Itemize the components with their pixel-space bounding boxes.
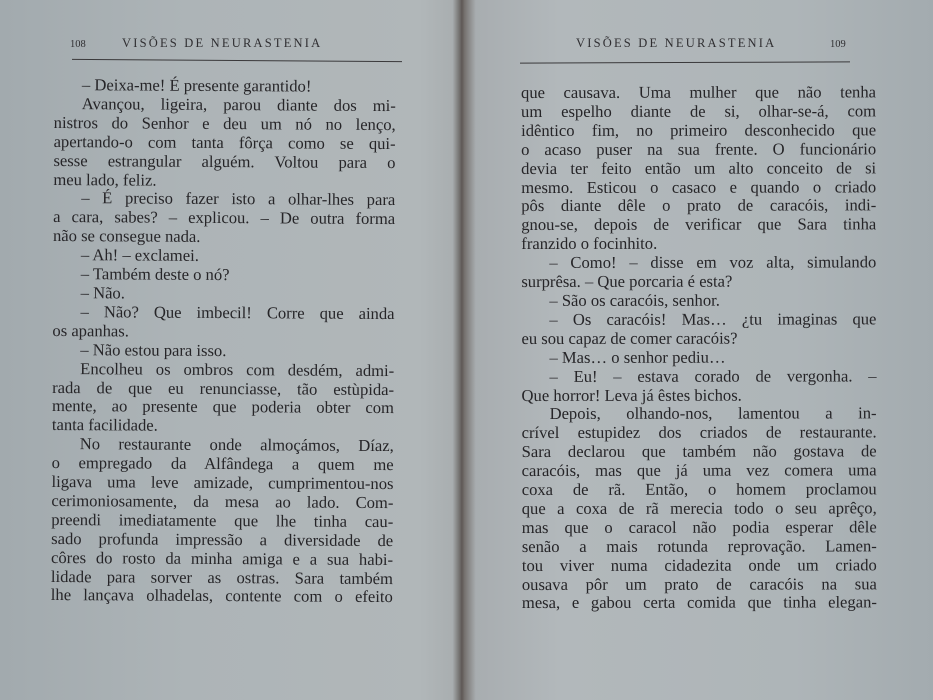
text-line: – Não. <box>80 283 125 303</box>
text-line: – Mas… o senhor pediu… <box>549 347 726 367</box>
text-line: Que horror! Leva já êstes bichos. <box>521 385 742 405</box>
page-number-right: 109 <box>830 39 846 50</box>
text-line: coxa de rã. Então, o homem proclamou <box>521 479 877 500</box>
text-line: côres do rosto da minha amiga e a sua habi- <box>51 547 394 569</box>
text-line: sado profunda impressão a diversidade de <box>51 528 394 550</box>
text-line: cerimoniosamente, da mesa ao lado. Com- <box>51 490 394 513</box>
text-line: – São os caracóis, senhor. <box>549 290 720 310</box>
text-line: – É preciso fazer isto a olhar-lhes para <box>81 188 396 210</box>
text-line: mesa, e gabou certa comida que tinha elegan- <box>521 592 877 613</box>
text-line: franzido o focinhito. <box>521 234 658 254</box>
text-line: – Também deste o nó? <box>80 264 230 285</box>
text-line: ligava uma leve amizade, cumprimentou-nos <box>51 472 394 494</box>
text-line: os apanhas. <box>52 320 130 341</box>
text-line: o empregado da Alfândega a quem me <box>51 453 394 475</box>
right-running-head <box>520 36 850 58</box>
text-line: Sara declarou que também não gostava de <box>521 441 877 462</box>
text-line: – Ah! – exclamei. <box>80 245 199 266</box>
text-line: senão a mais rotunda reprovação. Lamen- <box>521 536 877 556</box>
running-title-right: VISÕES DE NEURASTENIA <box>576 36 777 50</box>
left-page-body <box>51 76 396 607</box>
text-line: crível estupidez dos criados de restaurante. <box>521 422 877 443</box>
text-line: tou viver numa cidadezita onde um criado <box>521 555 877 575</box>
text-line: sesse estrangular alguém. Voltou para o <box>53 150 396 172</box>
page-number-left: 108 <box>70 39 86 50</box>
text-line: surprêsa. – Que porcaria é esta? <box>521 271 733 292</box>
text-line: o acaso puser na sua frente. O funcionário <box>521 139 877 159</box>
text-line: devia ter feito então um alto conceito de si <box>521 158 877 178</box>
running-title-left: VISÕES DE NEURASTENIA <box>122 36 323 50</box>
text-line: – Os caracóis! Mas… ¿tu imaginas que <box>549 309 877 329</box>
text-line: ousava pôr um prato de caracóis na sua <box>521 573 877 594</box>
text-line: Avançou, ligeira, parou diante dos mi- <box>81 94 396 115</box>
text-line: meu lado, feliz. <box>53 169 157 190</box>
text-line: não se consegue nada. <box>52 226 201 247</box>
text-line: – Não estou para isso. <box>80 339 227 360</box>
text-line: No restaurante onde almoçámos, Díaz, <box>79 434 394 456</box>
text-line: pôs diante dêle o prato de caracóis, indi- <box>521 195 877 216</box>
text-line: preendi imediatamente que lhe tinha cau- <box>51 509 394 531</box>
text-line: lidade para sorver as ostras. Sara também <box>50 566 393 588</box>
text-line: – Não? Que imbecil! Corre que ainda <box>80 302 395 323</box>
text-line: mesmo. Esticou o casaco e quando o criado <box>521 176 877 197</box>
text-line: que a coxa de rã merecia todo o seu aprêço, <box>521 498 877 518</box>
left-running-head <box>70 36 400 58</box>
text-line: caracóis, mas que já uma vez comera uma <box>521 460 877 481</box>
text-line: tanta facilidade. <box>51 415 158 435</box>
text-line: lhe lançava olhadelas, contente com o efeito <box>50 585 393 607</box>
text-line: – Deixa-me! É presente garantido! <box>81 75 312 96</box>
text-line: Encolheu os ombros com desdém, admi- <box>80 358 395 380</box>
text-line: eu sou capaz de comer caracóis? <box>521 328 738 348</box>
left-page <box>0 0 460 700</box>
text-line: – Como! – disse em voz alta, simulando <box>549 252 877 273</box>
text-line: nistros do Senhor e deu um nó no lenço, <box>53 112 396 134</box>
text-line: mas que o caracol não podia esperar dêle <box>521 517 877 537</box>
text-line: rada de que eu renunciasse, tão estùpida- <box>52 377 395 399</box>
text-line: a cara, sabes? – explicou. – De outra forma <box>53 207 396 229</box>
text-line: um espelho diante de si, olhar-se-á, com <box>521 101 877 121</box>
text-line: mente, ao presente que poderia obter com <box>51 396 395 418</box>
text-line: – Eu! – estava corado de vergonha. – <box>549 365 877 386</box>
text-line: apertando-o com tanta fôrça como se qui- <box>53 131 396 153</box>
text-line: que causava. Uma mulher que não tenha <box>520 82 877 102</box>
text-line: idêntico fim, no primeiro desconhecido que <box>521 120 877 140</box>
right-page-body <box>521 83 877 613</box>
text-line: gnou-se, depois de verificar que Sara tinha <box>521 214 877 235</box>
header-rule-left <box>72 59 402 63</box>
text-line: Depois, olhando-nos, lamentou a in- <box>549 403 877 424</box>
